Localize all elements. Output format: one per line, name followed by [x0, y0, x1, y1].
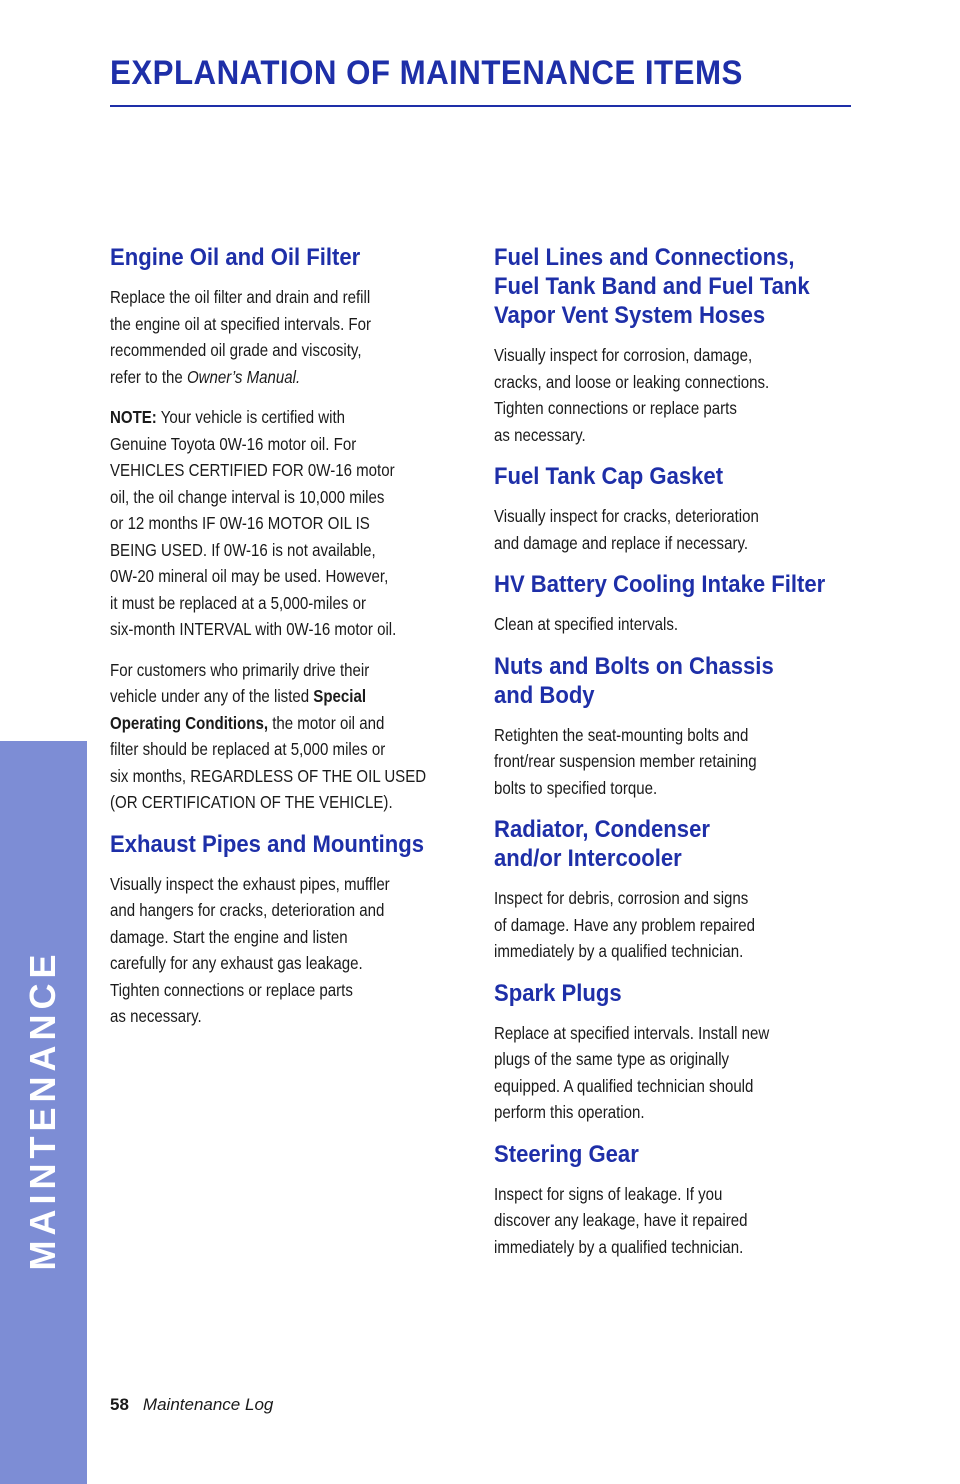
paragraph — [494, 342, 786, 448]
text-line: bolts to specified torque. — [494, 777, 658, 798]
section-radiator — [494, 815, 834, 965]
text-line: BEING USED. If 0W-16 is not available, — [110, 539, 376, 560]
text-line: Visually inspect the exhaust pipes, muffler — [110, 873, 390, 894]
footer-label: Maintenance Log — [142, 1395, 274, 1414]
text-line: equipped. A qualified technician should — [494, 1075, 754, 1096]
text-line: Tighten connections or replace parts — [110, 979, 353, 1000]
text-line: Your vehicle is certified with — [156, 407, 346, 427]
section-spark-plugs — [494, 979, 834, 1126]
text-line: as necessary. — [494, 424, 586, 445]
paragraph — [494, 885, 786, 965]
section-heading: HV Battery Cooling Intake Filter — [494, 571, 826, 598]
text-line: damage. Start the engine and listen — [110, 926, 348, 947]
text-line: the motor oil and — [268, 712, 385, 733]
text-line: immediately by a qualified technician. — [494, 941, 744, 961]
text-line: carefully for any exhaust gas leakage. — [110, 953, 363, 973]
paragraph — [110, 284, 411, 390]
section-heading: Fuel Tank Cap Gasket — [494, 463, 724, 490]
text-line: VEHICLES CERTIFIED FOR 0W-16 motor — [110, 460, 395, 480]
text-line: plugs of the same type as originally — [494, 1049, 730, 1069]
section-fuel-cap — [494, 462, 834, 556]
note-label: NOTE: — [110, 407, 157, 427]
paragraph — [494, 503, 786, 556]
text-line: Genuine Toyota 0W-16 motor oil. For — [110, 433, 357, 454]
text-line: six months, REGARDLESS OF THE OIL USED — [110, 765, 427, 786]
text-line: recommended oil grade and viscosity, — [110, 340, 362, 360]
text-line: as necessary. — [110, 1006, 202, 1026]
text-line: six-month INTERVAL with 0W-16 motor oil. — [110, 619, 397, 639]
bold-term: Operating Conditions, — [110, 712, 269, 733]
text-line: Tighten connections or replace parts — [494, 398, 737, 418]
text-line: filter should be replaced at 5,000 miles or — [110, 739, 386, 759]
section-heading: Exhaust Pipes and Mountings — [110, 830, 425, 858]
section-exhaust — [110, 830, 460, 1030]
paragraph — [494, 611, 786, 638]
section-steering — [494, 1140, 834, 1261]
note-paragraph — [110, 404, 411, 643]
text-line: and damage and replace if necessary. — [494, 532, 749, 553]
text-line: Clean at specified intervals. — [494, 614, 679, 634]
text-line: front/rear suspension member retaining — [494, 751, 757, 771]
bold-term: Special — [313, 686, 367, 706]
heading-line: and/or Intercooler — [494, 845, 682, 872]
paragraph — [110, 871, 411, 1030]
text-line: Replace at specified intervals. Install new — [494, 1022, 770, 1043]
text-line: discover any leakage, have it repaired — [494, 1210, 748, 1230]
text-line: the engine oil at specified intervals. For — [110, 313, 372, 334]
section-engine-oil — [110, 243, 460, 816]
title-divider — [110, 105, 851, 107]
section-heading — [494, 652, 807, 710]
text-line: Inspect for signs of leakage. If you — [494, 1183, 723, 1204]
section-side-tab-label: MAINTENANCE — [22, 949, 63, 1271]
text-line: (OR CERTIFICATION OF THE VEHICLE). — [110, 792, 393, 812]
heading-line: Fuel Tank Band and Fuel Tank — [494, 273, 810, 300]
text-line: cracks, and loose or leaking connections. — [494, 371, 770, 392]
heading-line: Radiator, Condenser — [494, 816, 710, 843]
text-line: Retighten the seat-mounting bolts and — [494, 724, 749, 745]
right-column — [494, 243, 834, 1274]
paragraph — [494, 1020, 786, 1126]
section-nuts-bolts — [494, 652, 834, 802]
heading-line: Vapor Vent System Hoses — [494, 302, 766, 329]
paragraph — [494, 1181, 786, 1261]
text-line: immediately by a qualified technician. — [494, 1236, 744, 1257]
page-footer — [110, 1395, 273, 1415]
text-line: refer to the — [110, 366, 187, 387]
section-hv-battery — [494, 570, 834, 638]
left-column — [110, 243, 460, 1044]
section-heading: Engine Oil and Oil Filter — [110, 244, 361, 271]
text-line: it must be replaced at a 5,000-miles or — [110, 592, 366, 613]
text-line: of damage. Have any problem repaired — [494, 914, 756, 935]
paragraph — [110, 657, 427, 816]
heading-line: Fuel Lines and Connections, — [494, 244, 795, 271]
text-line: For customers who primarily drive their — [110, 659, 370, 680]
text-line: perform this operation. — [494, 1102, 645, 1122]
page-title: EXPLANATION OF MAINTENANCE ITEMS — [110, 54, 743, 92]
section-heading: Steering Gear — [494, 1140, 639, 1168]
section-heading — [494, 815, 807, 873]
section-heading: Spark Plugs — [494, 979, 622, 1007]
heading-line: Nuts and Bolts on Chassis — [494, 652, 774, 680]
section-heading — [494, 243, 810, 330]
text-line: oil, the oil change interval is 10,000 miles — [110, 486, 385, 507]
text-line: vehicle under any of the listed — [110, 686, 314, 706]
text-line: Visually inspect for corrosion, damage, — [494, 345, 753, 365]
text-line: Replace the oil filter and drain and refill — [110, 287, 371, 307]
text-line: Inspect for debris, corrosion and signs — [494, 888, 749, 908]
text-line: 0W-20 mineral oil may be used. However, — [110, 566, 389, 586]
section-fuel-lines — [494, 243, 834, 448]
paragraph — [494, 722, 786, 802]
heading-line: and Body — [494, 681, 595, 709]
page-number: 58 — [110, 1395, 129, 1414]
text-line: Visually inspect for cracks, deterioration — [494, 506, 759, 526]
text-line: or 12 months IF 0W-16 MOTOR OIL IS — [110, 513, 370, 533]
text-line: and hangers for cracks, deterioration and — [110, 900, 385, 920]
manual-reference: Owner’s Manual. — [186, 366, 301, 387]
